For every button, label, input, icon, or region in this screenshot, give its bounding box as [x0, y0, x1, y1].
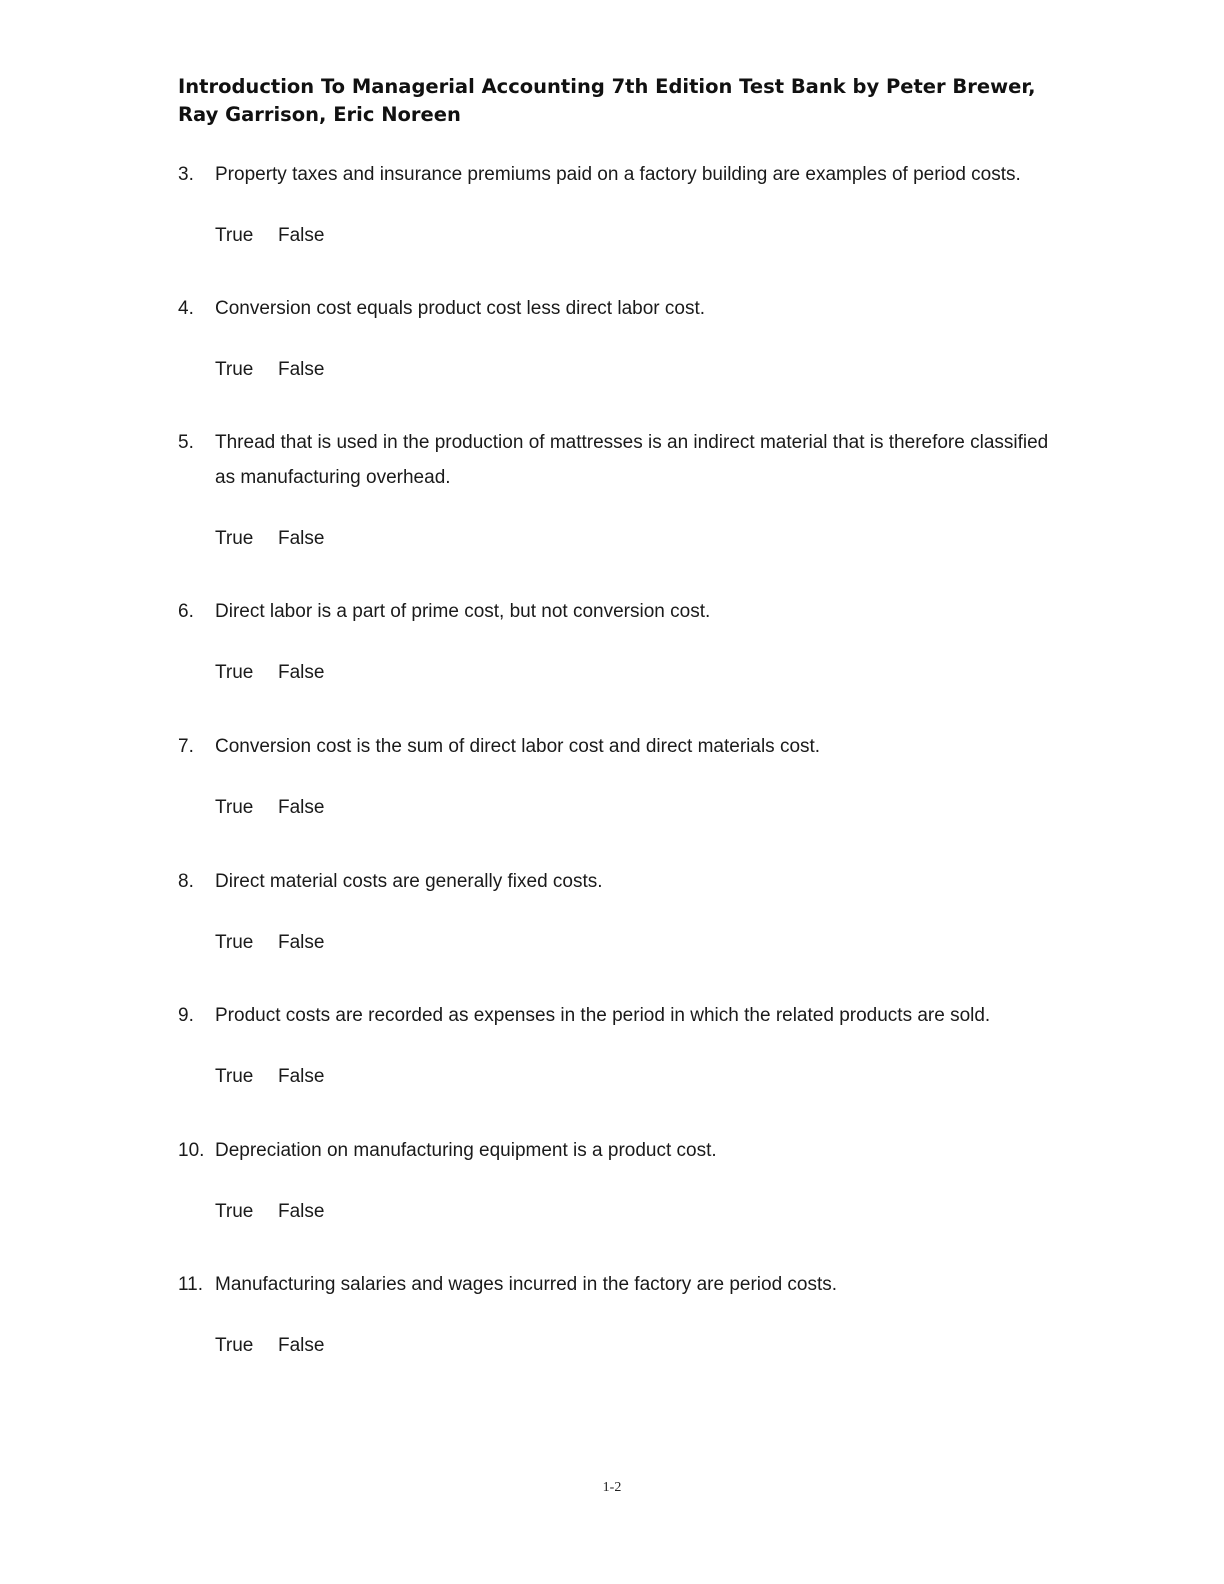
answer-options	[215, 1334, 1078, 1358]
question-8	[178, 864, 1078, 955]
question-11	[178, 1267, 1078, 1358]
answer-options	[215, 931, 1078, 955]
false-option[interactable]: False	[278, 528, 325, 549]
question-text: Direct material costs are generally fixed costs.	[215, 871, 603, 892]
false-option[interactable]: False	[278, 932, 325, 953]
true-option[interactable]: True	[215, 662, 254, 683]
question-text: Product costs are recorded as expenses in the period in which the related products are sold.	[215, 1005, 991, 1026]
true-option[interactable]: True	[215, 1335, 254, 1356]
question-6	[178, 594, 1078, 685]
true-option[interactable]: True	[215, 932, 254, 953]
question-text: Conversion cost equals product cost less direct labor cost.	[215, 298, 706, 319]
page-number: 1-2	[602, 1480, 622, 1495]
true-option[interactable]: True	[215, 797, 254, 818]
question-text: Direct labor is a part of prime cost, but not conversion cost.	[215, 601, 711, 622]
true-option[interactable]: True	[215, 1201, 254, 1222]
question-3	[178, 157, 1078, 248]
answer-options	[215, 224, 1078, 248]
answer-options	[215, 527, 1078, 551]
question-9	[178, 998, 1078, 1089]
question-number: 8.	[178, 871, 194, 892]
question-number: 11.	[178, 1274, 204, 1295]
question-text: Thread that is used in the production of mattresses is an indirect material that is therefore classified as manufacturing overhead.	[215, 432, 1049, 488]
question-number: 5.	[178, 432, 194, 453]
question-4	[178, 291, 1078, 382]
false-option[interactable]: False	[278, 797, 325, 818]
question-number: 6.	[178, 601, 194, 622]
question-text: Depreciation on manufacturing equipment is a product cost.	[215, 1140, 717, 1161]
question-text: Manufacturing salaries and wages incurred in the factory are period costs.	[215, 1274, 838, 1295]
answer-options	[215, 1065, 1078, 1089]
answer-options	[215, 661, 1078, 685]
true-option[interactable]: True	[215, 225, 254, 246]
question-10	[178, 1133, 1078, 1224]
false-option[interactable]: False	[278, 1066, 325, 1087]
question-number: 3.	[178, 164, 194, 185]
answer-options	[215, 358, 1078, 382]
answer-options	[215, 1200, 1078, 1224]
question-text: Conversion cost is the sum of direct labor cost and direct materials cost.	[215, 736, 821, 757]
false-option[interactable]: False	[278, 1335, 325, 1356]
question-number: 9.	[178, 1005, 194, 1026]
question-number: 7.	[178, 736, 194, 757]
false-option[interactable]: False	[278, 359, 325, 380]
page-title: Introduction To Managerial Accounting 7th Edition Test Bank by Peter Brewer, Ray Garrison, Eric Noreen	[178, 75, 1036, 126]
question-number: 10.	[178, 1140, 205, 1161]
false-option[interactable]: False	[278, 1201, 325, 1222]
answer-options	[215, 796, 1078, 820]
question-7	[178, 729, 1078, 820]
false-option[interactable]: False	[278, 225, 325, 246]
true-option[interactable]: True	[215, 359, 254, 380]
question-text: Property taxes and insurance premiums paid on a factory building are examples of period costs.	[215, 164, 1021, 185]
false-option[interactable]: False	[278, 662, 325, 683]
question-number: 4.	[178, 298, 194, 319]
true-option[interactable]: True	[215, 1066, 254, 1087]
question-5	[178, 425, 1078, 551]
true-option[interactable]: True	[215, 528, 254, 549]
